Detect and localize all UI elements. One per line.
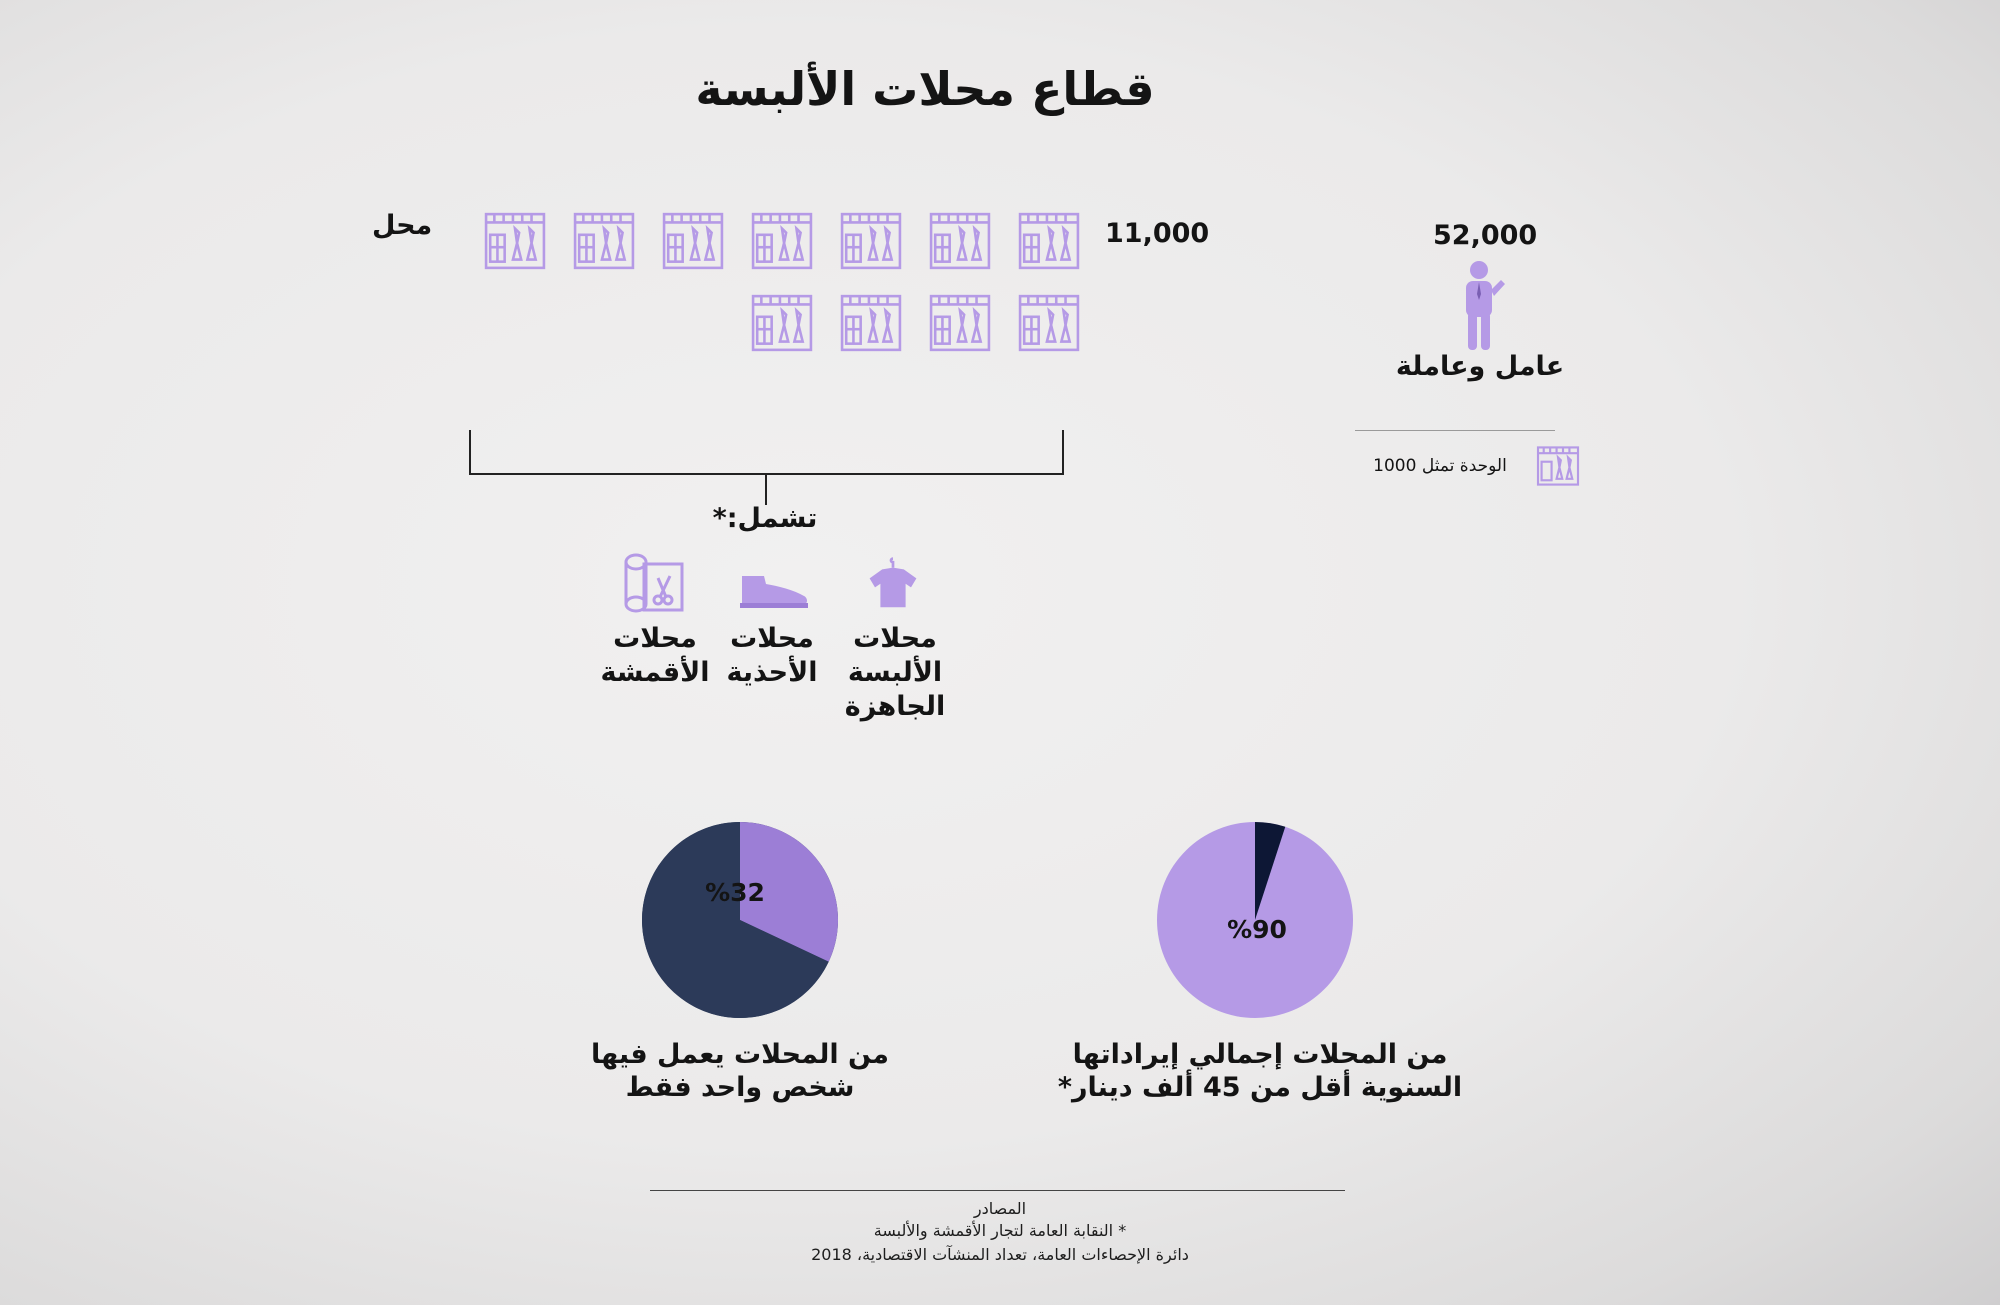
bracket-left: [469, 430, 471, 475]
fabric-roll-icon: [622, 552, 686, 614]
shirt-label-line2: الألبسة: [847, 657, 943, 688]
bracket-right: [1062, 430, 1064, 475]
shop-icon-grid: [460, 212, 1080, 352]
storefront-icon: [840, 294, 902, 352]
sources-line1: * النقابة العامة لتجار الأقمشة والألبسة: [873, 1221, 1127, 1240]
shirt-label-line1: محلات: [853, 623, 937, 654]
shoe-icon: [738, 572, 810, 610]
storefront-icon: [1018, 212, 1080, 270]
shops-unit-label: محل: [372, 210, 433, 241]
storefront-legend-icon: [1535, 446, 1581, 486]
caption-revenue-line2: السنوية أقل من 45 ألف دينار*: [1057, 1072, 1463, 1103]
caption-one-person-line2: شخص واحد فقط: [625, 1072, 855, 1103]
page-title: قطاع محلات الألبسة: [695, 62, 1155, 116]
caption-one-person-line1: من المحلات يعمل فيها: [590, 1039, 890, 1070]
fabric-label-line2: الأقمشة: [600, 657, 710, 688]
legend-divider: [1355, 430, 1555, 431]
shirt-label-line3: الجاهزة: [844, 691, 946, 722]
storefront-icon: [751, 212, 813, 270]
workers-label: عامل وعاملة: [1395, 351, 1565, 382]
pie-one-person-data-label: %32: [705, 878, 765, 907]
storefront-icon: [840, 212, 902, 270]
pie-chart-one-person: [640, 820, 840, 1020]
storefront-icon: [662, 212, 724, 270]
storefront-icon: [929, 212, 991, 270]
storefront-icon: [751, 294, 813, 352]
storefront-icon: [929, 294, 991, 352]
fabric-label-line1: محلات: [613, 623, 697, 654]
storefront-icon: [1018, 294, 1080, 352]
caption-revenue-line1: من المحلات إجمالي إيراداتها: [1072, 1039, 1448, 1070]
sources-line2: دائرة الإحصاءات العامة، تعداد المنشآت الاقتصادية، 2018: [811, 1245, 1189, 1264]
shops-value: 11,000: [1105, 218, 1210, 249]
shoe-label-line1: محلات: [730, 623, 814, 654]
includes-heading: تشمل:*: [712, 503, 818, 534]
shoe-label-line2: الأحذية: [726, 657, 818, 688]
pie-revenue-data-label: %90: [1227, 915, 1287, 944]
storefront-icon: [573, 212, 635, 270]
shirt-icon: [866, 555, 920, 609]
sources-heading: المصادر: [973, 1199, 1027, 1218]
workers-value: 52,000: [1433, 220, 1538, 251]
person-icon: [1453, 260, 1509, 352]
bracket-stem: [765, 475, 767, 505]
sources-divider: [650, 1190, 1345, 1191]
storefront-icon: [484, 212, 546, 270]
legend-text: الوحدة تمثل 1000: [1373, 456, 1507, 476]
